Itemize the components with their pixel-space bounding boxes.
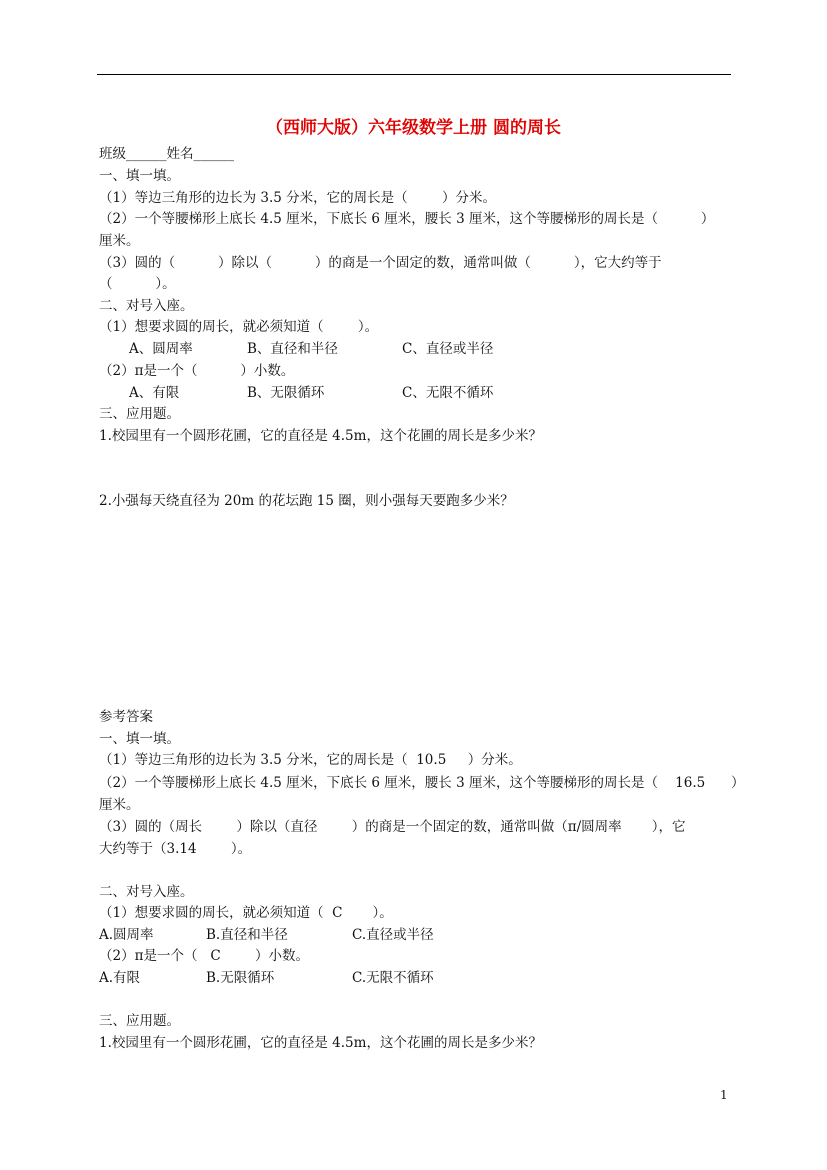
question-2-2-option-a: A、有限 bbox=[129, 385, 180, 401]
question-2-2: （2）π是一个（ ）小数。 bbox=[99, 363, 295, 379]
answer-2-2-option-a: A.有限 bbox=[99, 970, 141, 986]
section-3-heading: 三、应用题。 bbox=[99, 406, 180, 422]
answer-1-2: （2）一个等腰梯形上底长 4.5 厘米，下底长 6 厘米，腰长 3 厘米，这个等腰梯形的周长是（ 16.5 ） bbox=[99, 775, 745, 791]
question-1-1: （1）等边三角形的边长为 3.5 分米，它的周长是（ ）分米。 bbox=[99, 190, 496, 206]
question-2-2-option-c: C、无限不循环 bbox=[402, 385, 494, 401]
question-1-3-cont: （ ）。 bbox=[99, 276, 176, 292]
answer-2-1: （1）想要求圆的周长，就必须知道（ C ）。 bbox=[99, 905, 393, 921]
question-1-2-cont: 厘米。 bbox=[99, 233, 140, 249]
page-number: 1 bbox=[720, 1088, 728, 1102]
question-3-2: 2.小强每天绕直径为 20m 的花坛跑 15 圈，则小强每天要跑多少米？ bbox=[99, 493, 514, 509]
answer-2-2-option-b: B.无限循环 bbox=[206, 970, 275, 986]
answer-2-2: （2）π是一个（ C ）小数。 bbox=[99, 948, 309, 964]
answer-2-1-option-a: A.圆周率 bbox=[99, 927, 154, 943]
question-2-1-option-b: B、直径和半径 bbox=[247, 341, 338, 357]
class-name-line: 班级______姓名______ bbox=[99, 146, 234, 162]
answer-2-2-option-c: C.无限不循环 bbox=[352, 970, 434, 986]
question-1-2: （2）一个等腰梯形上底长 4.5 厘米，下底长 6 厘米，腰长 3 厘米，这个等腰梯形的周长是（ ） bbox=[99, 211, 715, 227]
answer-1-3: （3）圆的（周长 ）除以（直径 ）的商是一个固定的数，通常叫做（π/圆周率 ），它 bbox=[99, 819, 686, 835]
answer-1-3-cont: 大约等于（3.14 ）。 bbox=[99, 841, 252, 857]
question-2-2-option-b: B、无限循环 bbox=[247, 385, 325, 401]
answer-3-1: 1.校园里有一个圆形花圃，它的直径是 4.5m，这个花圃的周长是多少米？ bbox=[99, 1035, 542, 1051]
answer-1-2-cont: 厘米。 bbox=[99, 797, 140, 813]
answer-section-3-heading: 三、应用题。 bbox=[99, 1013, 180, 1029]
header-rule bbox=[97, 74, 731, 75]
question-2-1-option-c: C、直径或半径 bbox=[402, 341, 494, 357]
answer-1-1: （1）等边三角形的边长为 3.5 分米，它的周长是（ 10.5 ）分米。 bbox=[99, 752, 522, 768]
answer-2-1-option-c: C.直径或半径 bbox=[352, 927, 434, 943]
question-1-3: （3）圆的（ ）除以（ ）的商是一个固定的数，通常叫做（ ），它大约等于 bbox=[99, 255, 662, 271]
answer-section-1-heading: 一、填一填。 bbox=[99, 731, 180, 747]
document-title: （西师大版）六年级数学上册 圆的周长 bbox=[266, 118, 561, 138]
answers-heading: 参考答案 bbox=[99, 709, 153, 725]
question-3-1: 1.校园里有一个圆形花圃，它的直径是 4.5m，这个花圃的周长是多少米？ bbox=[99, 428, 542, 444]
answer-2-1-option-b: B.直径和半径 bbox=[206, 927, 288, 943]
section-1-heading: 一、填一填。 bbox=[99, 168, 180, 184]
question-2-1-option-a: A、圆周率 bbox=[129, 341, 193, 357]
question-2-1: （1）想要求圆的周长，就必须知道（ ）。 bbox=[99, 319, 379, 335]
section-2-heading: 二、对号入座。 bbox=[99, 298, 194, 314]
answer-section-2-heading: 二、对号入座。 bbox=[99, 884, 194, 900]
